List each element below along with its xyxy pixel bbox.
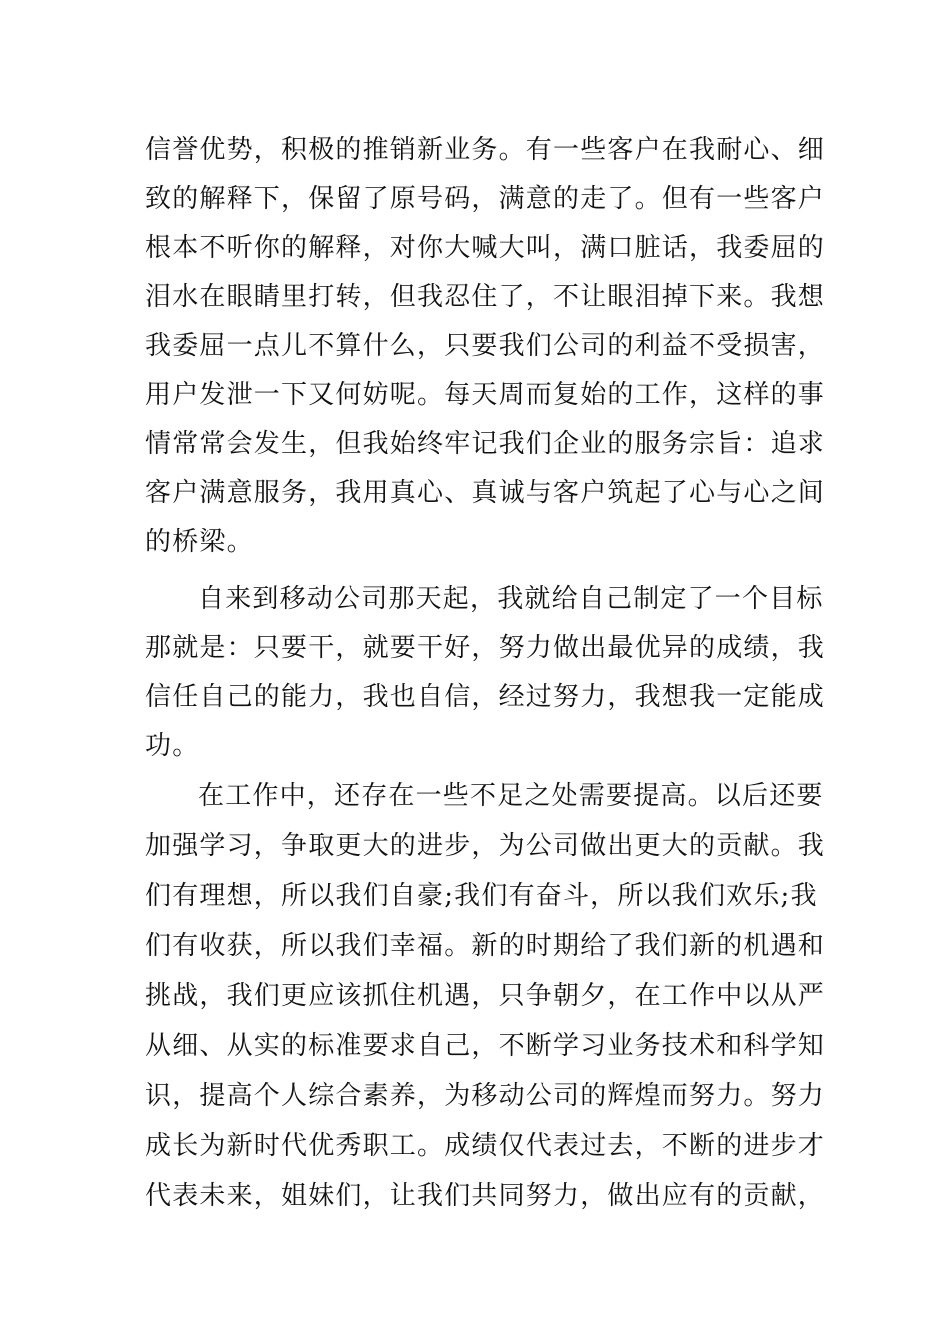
text-line: 们有收获，所以我们幸福。新的时期给了我们新的机遇和 — [145, 931, 826, 961]
text-line: 挑战，我们更应该抓住机遇，只争朝夕，在工作中以从严 — [145, 981, 826, 1011]
text-line: 信誉优势，积极的推销新业务。有一些客户在我耐心、细 — [145, 135, 826, 165]
paragraph-first-line: 自来到移动公司那天起，我就给自己制定了一个目标 — [198, 584, 824, 614]
text-line: 从细、从实的标准要求自己，不断学习业务技术和科学知 — [145, 1031, 826, 1061]
text-line: 代表未来，姐妹们，让我们共同努力，做出应有的贡献， — [145, 1181, 826, 1211]
text-line: 致的解释下，保留了原号码，满意的走了。但有一些客户 — [145, 184, 826, 214]
text-line: 用户发泄一下又何妨呢。每天周而复始的工作，这样的事 — [145, 380, 826, 410]
text-line: 客户满意服务，我用真心、真诚与客户筑起了心与心之间 — [145, 478, 826, 508]
text-line: 成长为新时代优秀职工。成绩仅代表过去，不断的进步才 — [145, 1131, 826, 1161]
paragraph-first-line: 在工作中，还存在一些不足之处需要提高。以后还要 — [198, 781, 824, 811]
text-line: 那就是：只要干，就要干好，努力做出最优异的成绩，我 — [145, 633, 826, 663]
text-line: 我委屈一点儿不算什么，只要我们公司的利益不受损害， — [145, 331, 826, 361]
text-line: 根本不听你的解释，对你大喊大叫，满口脏话，我委屈的 — [145, 233, 826, 263]
text-line: 的桥梁。 — [145, 527, 254, 557]
text-line: 加强学习，争取更大的进步，为公司做出更大的贡献。我 — [145, 831, 826, 861]
text-line: 功。 — [145, 731, 200, 761]
text-line: 情常常会发生，但我始终牢记我们企业的服务宗旨：追求 — [145, 429, 826, 459]
text-line: 泪水在眼睛里打转，但我忍住了，不让眼泪掉下来。我想 — [145, 282, 826, 312]
text-line: 识，提高个人综合素养，为移动公司的辉煌而努力。努力 — [145, 1081, 826, 1111]
text-line: 们有理想，所以我们自豪;我们有奋斗，所以我们欢乐;我 — [145, 881, 818, 911]
text-line: 信任自己的能力，我也自信，经过努力，我想我一定能成 — [145, 682, 826, 712]
